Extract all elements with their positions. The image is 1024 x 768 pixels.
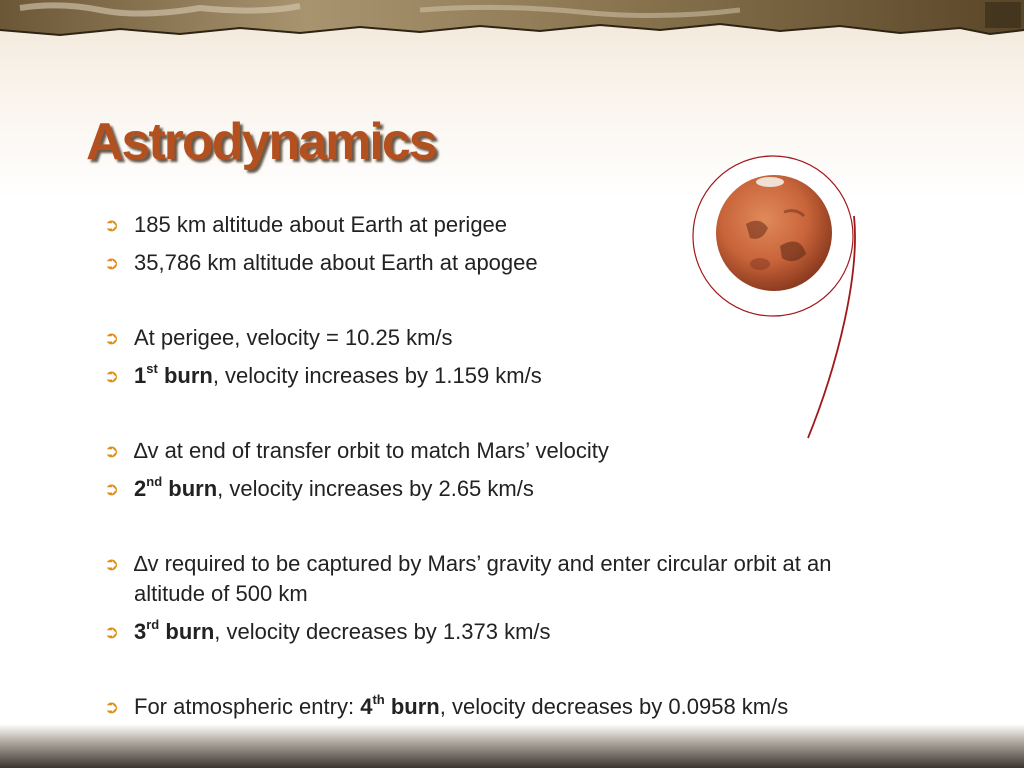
curved-arrow-icon: ➲	[104, 479, 120, 499]
curved-arrow-icon: ➲	[104, 441, 120, 461]
bullet-item	[104, 549, 894, 609]
bullet-text: 35,786 km altitude about Earth at apogee	[134, 250, 538, 275]
bullet-text: At perigee, velocity = 10.25 km/s	[134, 325, 453, 350]
bullet-item	[104, 436, 894, 466]
mars-orbit-illustration	[688, 154, 868, 444]
bullet-item	[104, 692, 894, 722]
curved-arrow-icon: ➲	[104, 697, 120, 717]
curved-arrow-icon: ➲	[104, 554, 120, 574]
bullet-text: 2nd burn, velocity increases by 2.65 km/s	[134, 473, 534, 501]
bullet-text: ∆v at end of transfer orbit to match Mars’ velocity	[134, 438, 609, 463]
bullet-text: 3rd burn, velocity decreases by 1.373 km/s	[134, 616, 551, 644]
curved-arrow-icon: ➲	[104, 215, 120, 235]
curved-arrow-icon: ➲	[104, 366, 120, 386]
bullet-item	[104, 323, 894, 353]
bullet-item	[104, 474, 894, 504]
bullet-item	[104, 210, 894, 240]
bottom-shadow-bar	[0, 724, 1024, 768]
curved-arrow-icon: ➲	[104, 328, 120, 348]
bullet-text: 1st burn, velocity increases by 1.159 km/s	[134, 360, 542, 388]
curved-arrow-icon: ➲	[104, 622, 120, 642]
bullet-item	[104, 248, 894, 278]
slide-title: Astrodynamics	[86, 113, 436, 171]
bullet-item	[104, 361, 894, 391]
bullet-text: For atmospheric entry: 4th burn, velocity decreases by 0.0958 km/s	[134, 691, 789, 719]
bullet-text: ∆v required to be captured by Mars’ gravity and enter circular orbit at an altitude of 500 km	[134, 551, 832, 606]
torn-paper-banner	[0, 0, 1024, 40]
curved-arrow-icon: ➲	[104, 253, 120, 273]
bullet-item	[104, 617, 894, 647]
bullet-text: 185 km altitude about Earth at perigee	[134, 212, 508, 237]
